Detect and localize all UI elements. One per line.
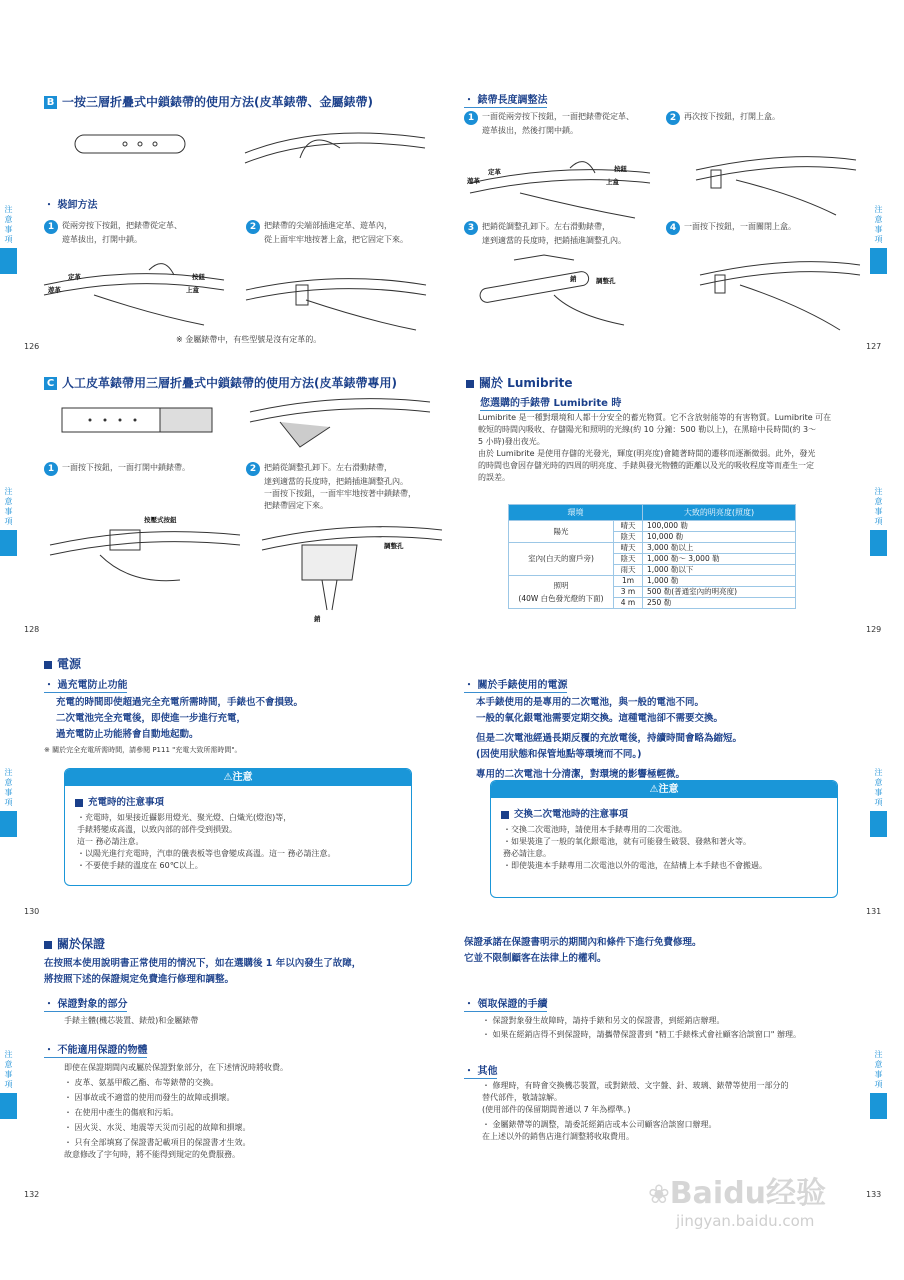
- adjust-illustration-1: [470, 148, 660, 218]
- pin-adjust-illustration: [262, 520, 452, 615]
- table-row: 3 m 500 勒(普通室內的明亮度): [509, 587, 796, 598]
- table-row: 照明 (40W 白色發光燈的下面) 1m 1,000 勒: [509, 576, 796, 587]
- open-clasp-illustration: [50, 515, 240, 595]
- step-1-text-128: 1 一面按下按鈕，一面打開中鎖錶帶。: [44, 462, 190, 476]
- covered-parts-heading: ・ 保證對象的部分: [44, 999, 128, 1010]
- page-number-126: 126: [24, 342, 40, 351]
- battery-heading: ・ 關於手錶使用的電源: [464, 680, 568, 691]
- strap-illustration-1: [70, 125, 190, 165]
- page-number-132: 132: [24, 1190, 40, 1199]
- battery-text: 本手錶使用的是專用的二次電池，與一般的電池不同。 一般的氧化銀電池需要定期交換。這種電池卻不需要交換。 但是二次電池經過長期反覆的充放電後，持續時間會略為縮短。 (因使用狀態和保管地點等環境而不同。) 專用的二次電池十分清潔，對環境的影響極輕微。: [476, 697, 743, 780]
- caution-box-battery: ⚠注意 交換二次電池時的注意事項 ・交換二次電池時，請使用本手錶專用的二次電池。 ・如果裝進了一般的氧化銀電池，就有可能發生破裂、發熱和著火等。 務必請注意。 ・即使裝進本手錶專用二次電池以外的電池，在結構上本手錶也不會搬過。: [490, 780, 838, 898]
- section-letter-b: B: [44, 96, 57, 109]
- side-tab-129: 注 意 事 項: [870, 487, 887, 556]
- not-covered-list: 即使在保證期間內或屬於保證對象部分，在下述情況時將收費。 ・ 皮革、氨基甲酸乙酯、布等錶帶的交換。 ・ 因事故或不適當的使用而發生的故障或損壞。 ・ 在使用中產生的傷痕和污垢。 ・ 因火災、水災、地震等天災而引起的故障和損壞。 ・ 只有全部填寫了保證書記載項目的保證書才生效。 故意修改了字句時，將不能得到規定的免費服務。: [64, 1063, 288, 1159]
- step-2-badge: 2: [246, 220, 260, 234]
- step-2-text-127: 2 再次按下按鈕，打開上盒。: [666, 111, 780, 125]
- lumibrite-subtitle: 您選購的手錶帶 Lumibrite 時: [480, 398, 622, 409]
- baidu-logo-watermark: ❀Baidu经验: [648, 1176, 827, 1211]
- lumibrite-title: 關於 Lumibrite: [466, 374, 572, 391]
- covered-parts-text: 手錶主體(機芯裝置、錶殼)和金屬錶帶: [64, 1016, 199, 1025]
- section-letter-c: C: [44, 377, 57, 390]
- warning-icon: ⚠: [649, 784, 659, 795]
- table-row: 陰天 1,000 勒～ 3,000 勒: [509, 554, 796, 565]
- install-illustration-1: [44, 255, 234, 325]
- side-tab-126: [0, 205, 17, 274]
- synthetic-strap-illustration: [60, 400, 220, 440]
- not-covered-heading: ・ 不能適用保證的物體: [44, 1045, 148, 1056]
- section-b-title: B 一按三層折疊式中鎖錶帶的使用方法(皮革錶帶、金屬錶帶): [44, 93, 373, 110]
- table-row: 室內(白天的窗戶旁) 晴天 3,000 勒以上: [509, 543, 796, 554]
- table-row: 陽光 晴天 100,000 勒: [509, 521, 796, 532]
- lumibrite-paragraph: Lumibrite 是一種對環境和人都十分安全的蓄光物質。它不含放射能等的有害物質。Lumibrite 可在 較短的時間內吸收、存儲陽光和照明的光線(約 10 分鐘：500 勒以上)，在黑暗中長時間(約 3～ 5 小時)發出夜光。 由於 Lumibrite 是使用存儲的光發光，輝度(明亮度)會隨著時間的遷移而逐漸微弱。此外，發光 的時間也會因存儲光時的四周的明亮度、手錶與發光物體的距離以及光的吸收程度等而產生一定 的誤差。: [478, 413, 832, 482]
- power-title: 電源: [44, 655, 81, 672]
- baidu-url-watermark: jingyan.baidu.com: [676, 1212, 815, 1230]
- other-heading: ・ 其他: [464, 1066, 498, 1077]
- side-tab-128: 注 意 事 項: [0, 487, 17, 556]
- side-tab-131: 注 意 事 項: [870, 768, 887, 837]
- side-tab-127: 注 意 事 項: [870, 205, 887, 274]
- table-header-brightness: 大致的明亮度(照度): [643, 505, 796, 521]
- step-2-text: 2 把錶帶的尖端部插進定革、遊革內， 從上面牢牢地按著上盒，把它固定下來。: [246, 220, 408, 246]
- metal-strap-note: ※ 金屬錶帶中，有些型號是沒有定革的。: [176, 335, 322, 344]
- side-tab-132: 注 意 事 項: [0, 1050, 17, 1119]
- step-3-text-127: 3 把銷從調整孔卸下。左右滑動錶帶， 達到適當的長度時，把銷插進調整孔內。: [464, 221, 626, 247]
- page-number-131: 131: [866, 907, 882, 916]
- step-1-badge: 1: [44, 220, 58, 234]
- synthetic-clasp-illustration: [250, 392, 440, 452]
- step-1-text-127: 1 一面從兩旁按下按鈕，一面把錶帶從定革、 遊革拔出，然後打開中鎖。: [464, 111, 634, 137]
- side-tab-130: 注 意 事 項: [0, 768, 17, 837]
- overcharge-text: 充電的時間即使超過完全充電所需時間，手錶也不會損毀。 二次電池完全充電後，即使進一步進行充電， 過充電防止功能將會自動地起動。: [56, 697, 304, 740]
- page-number-130: 130: [24, 907, 40, 916]
- page-number-128: 128: [24, 625, 40, 634]
- page-number-127: 127: [866, 342, 882, 351]
- paw-icon: ❀: [648, 1180, 670, 1210]
- claim-list: ・ 保證對象發生故障時，請持手錶和另文的保證書，到經銷店辦理。 ・ 如果在經銷店得不到保證時，請攜帶保證書到 "精工手錶株式會社顧客洽談窗口" 辦理。: [482, 1016, 801, 1039]
- step-4-text-127: 4 一面按下按鈕，一面關閉上盒。: [666, 221, 796, 235]
- install-illustration-2: [246, 260, 436, 330]
- step-2-text-128: 2 把銷從調整孔卸下。左右滑動錶帶， 達到適當的長度時，把銷插進調整孔內。 一面按下按鈕，一面牢牢地按著中鎖錶帶， 把錶帶固定下來。: [246, 462, 416, 512]
- page-number-133: 133: [866, 1190, 882, 1199]
- warranty-lead: 在按照本使用說明書正常使用的情況下，如在選購後 1 年以內發生了故障， 將按照下述的保證規定免費進行修理和調整。: [44, 958, 362, 985]
- warranty-note: 保證承諾在保證書明示的期間內和條件下進行免費修理。 它並不限制顧客在法律上的權利。: [464, 937, 702, 964]
- table-row: 4 m 250 勒: [509, 598, 796, 609]
- adjust-illustration-2: [696, 145, 876, 215]
- side-tab-133: 注 意 事 項: [870, 1050, 887, 1119]
- side-label: 注 意 事 項: [4, 205, 13, 244]
- clasp-illustration-1: [240, 118, 430, 178]
- install-method-heading: ・ 裝卸方法: [44, 200, 98, 211]
- adjust-illustration-3: [474, 255, 634, 335]
- page-number-129: 129: [866, 625, 882, 634]
- table-row: 雨天 1,000 勒以下: [509, 565, 796, 576]
- adjust-illustration-4: [700, 255, 880, 335]
- warranty-title: 關於保證: [44, 935, 105, 952]
- strap-length-heading: ・ 錶帶長度調整法: [464, 95, 548, 106]
- other-list: ・ 修理時，有時會交換機芯裝置，或對錶殼、文字盤、針、玻璃、錶帶等使用一部分的 替代部件，敬請諒解。 (使用部件的保留期間普通以 7 年為標準。) ・ 金屬錶帶等的調整，請委託經銷店或本公司顧客洽談窗口辦理。 在上述以外的銷售店進行調整將收取費用。: [482, 1081, 789, 1141]
- table-row: 陰天 10,000 勒: [509, 532, 796, 543]
- section-c-title: C 人工皮革錶帶用三層折疊式中鎖錶帶的使用方法(皮革錶帶專用): [44, 374, 397, 391]
- warning-icon: ⚠: [223, 772, 233, 783]
- table-header-env: 環境: [509, 505, 643, 521]
- overcharge-heading: ・ 過充電防止功能: [44, 680, 128, 691]
- brightness-table: [508, 504, 796, 609]
- claim-heading: ・ 領取保證的手續: [464, 999, 548, 1010]
- caution-box-charging: ⚠注意 充電時的注意事項 ・充電時，如果接近攝影用燈光、聚光燈、白熾光(燈泡)等， 手錶將變成高溫，以致內部的部件受到損毀。 這一 務必請注意。 ・以陽光進行充電時，汽車的儀表板等也會變成高溫。這一 務必請注意。 ・不要使手錶的溫度在 60℃以上。: [64, 768, 412, 886]
- step-1-text: 1 從兩旁按下按鈕，把錶帶從定革、 遊革拔出，打開中鎖。: [44, 220, 182, 246]
- charge-time-note: ※ 關於完全充電所需時間，請參閱 P111 "充電大致所需時間"。: [44, 746, 242, 754]
